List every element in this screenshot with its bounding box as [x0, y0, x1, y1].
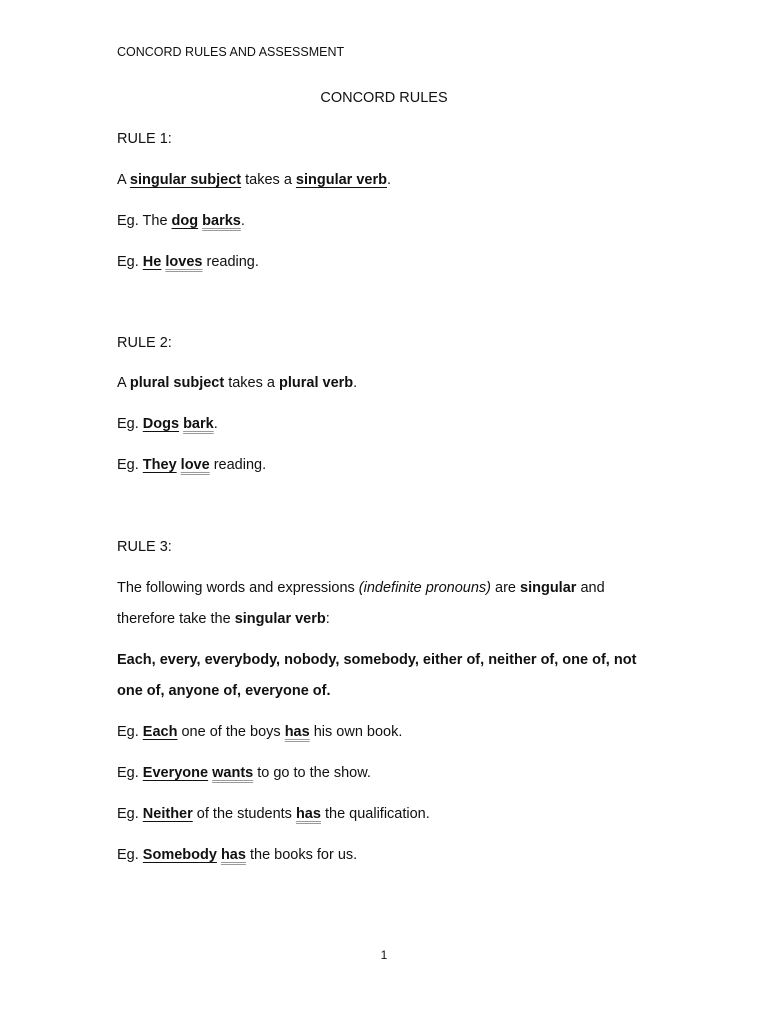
example-subject: dog: [171, 213, 199, 229]
statement-text: A: [117, 172, 130, 188]
statement-text: therefore take the: [117, 611, 235, 627]
example-text: the books for us.: [245, 847, 358, 863]
example-verb: has: [220, 847, 246, 863]
rule-3-statement-line-2: [117, 610, 330, 628]
statement-text: are: [491, 580, 521, 596]
statement-text: takes a: [241, 172, 296, 188]
example-text: Eg.: [117, 416, 143, 432]
rule-1-example-1: [117, 212, 245, 230]
statement-text: :: [325, 611, 330, 627]
rule-3-heading: RULE 3:: [117, 539, 172, 555]
example-subject: Dogs: [142, 416, 180, 432]
rule-2-statement: [117, 374, 357, 392]
example-text: .: [240, 213, 245, 229]
rule-3-statement-line-1: [117, 579, 605, 597]
statement-text: A: [117, 375, 130, 391]
rule-3-example-4: [117, 846, 357, 864]
rule-3-pronoun-list-line-2: one of, anyone of, everyone of.: [117, 683, 331, 699]
example-text: to go to the show.: [253, 765, 371, 781]
example-text: Eg.: [117, 847, 143, 863]
example-subject: Everyone: [142, 765, 209, 781]
statement-italic: (indefinite pronouns): [358, 580, 491, 596]
example-text: reading.: [209, 457, 267, 473]
statement-text: takes a: [224, 375, 279, 391]
example-text: reading.: [202, 254, 259, 270]
example-verb: love: [180, 457, 210, 473]
subject-term: singular subject: [129, 172, 242, 188]
example-verb: barks: [202, 213, 241, 229]
example-text: .: [213, 416, 218, 432]
rule-3-pronoun-list-line-1: Each, every, everybody, nobody, somebody, either of, neither of, one of, not: [117, 652, 637, 668]
example-verb: wants: [212, 765, 254, 781]
example-text: Eg.: [117, 724, 143, 740]
rule-2-example-1: [117, 415, 218, 433]
example-text: Eg. The: [117, 213, 172, 229]
example-subject: Neither: [142, 806, 193, 822]
rule-3-example-1: [117, 723, 402, 741]
rule-2-example-2: [117, 456, 266, 474]
statement-text: .: [386, 172, 392, 188]
example-text: Eg.: [117, 457, 143, 473]
rule-1-statement: [117, 171, 391, 189]
statement-text: .: [353, 375, 358, 391]
example-text: Eg.: [117, 806, 143, 822]
statement-text: The following words and expressions: [117, 580, 359, 596]
example-text: Eg.: [117, 765, 143, 781]
example-text: of the students: [192, 806, 296, 822]
verb-term: plural verb: [279, 375, 354, 391]
example-verb: loves: [165, 254, 203, 270]
rule-2-heading: RULE 2:: [117, 335, 172, 351]
rule-1-example-2: [117, 253, 259, 271]
example-text: the qualification.: [320, 806, 430, 822]
running-header: CONCORD RULES AND ASSESSMENT: [117, 45, 345, 59]
rule-1-heading: RULE 1:: [117, 131, 172, 147]
statement-bold: singular: [520, 580, 577, 596]
example-text: Eg.: [117, 254, 143, 270]
example-verb: bark: [183, 416, 214, 432]
example-text: his own book.: [309, 724, 403, 740]
example-subject: Each: [142, 724, 178, 740]
example-text: one of the boys: [177, 724, 285, 740]
example-subject: He: [142, 254, 162, 270]
example-subject: Somebody: [142, 847, 217, 863]
example-verb: has: [284, 724, 310, 740]
statement-text: and: [576, 580, 605, 596]
rule-3-example-2: [117, 764, 371, 782]
verb-term: singular verb: [295, 172, 387, 188]
page-title: CONCORD RULES: [320, 90, 448, 106]
statement-bold: singular verb: [234, 611, 326, 627]
page-number: 1: [380, 948, 388, 962]
example-verb: has: [295, 806, 321, 822]
subject-term: plural subject: [129, 375, 225, 391]
example-subject: They: [142, 457, 177, 473]
rule-3-example-3: [117, 805, 430, 823]
